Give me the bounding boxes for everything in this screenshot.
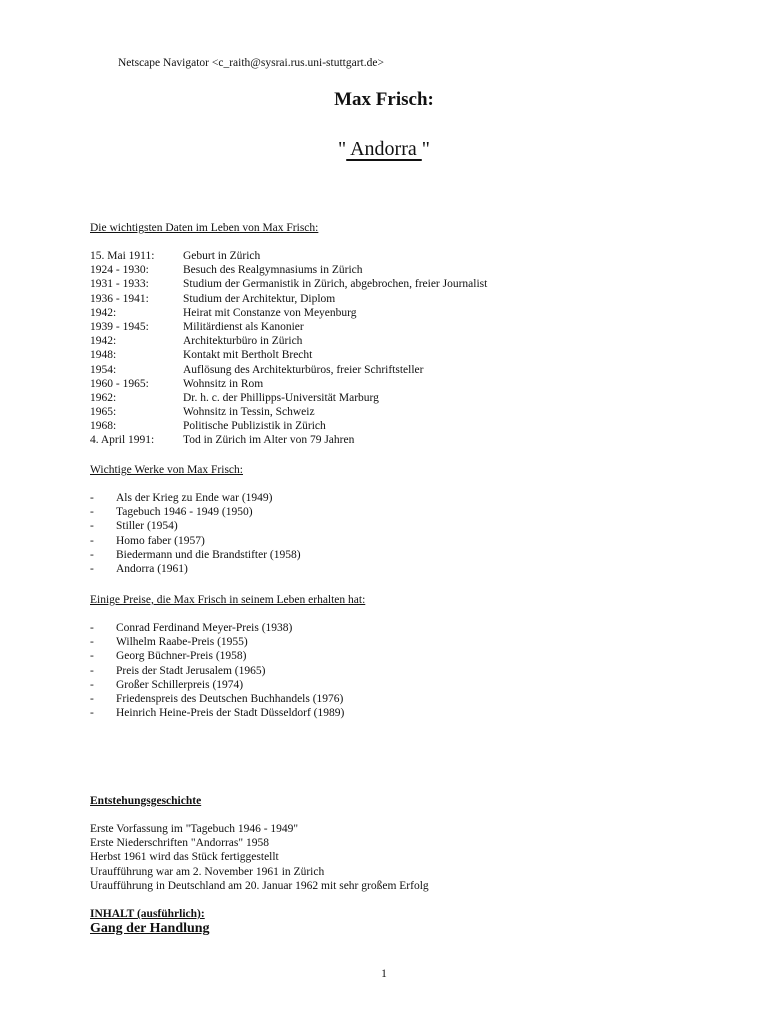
timeline-entry <box>90 419 487 433</box>
timeline-event: Politische Publizistik in Zürich <box>183 420 326 433</box>
list-bullet: - <box>90 707 94 720</box>
list-bullet: - <box>90 678 94 691</box>
work-item <box>90 534 301 548</box>
work-item <box>90 562 301 576</box>
page-number: 1 <box>381 968 387 980</box>
timeline-event: Dr. h. c. der Phillipps-Universität Marburg <box>183 391 379 404</box>
work-title-open-quote: " <box>338 138 347 160</box>
prize-item-text: Wilhelm Raabe-Preis (1955) <box>116 636 248 649</box>
prize-item <box>90 635 344 649</box>
timeline-date: 1936 - 1941: <box>90 292 149 305</box>
timeline-entry <box>90 249 487 263</box>
timeline-entry <box>90 377 487 391</box>
timeline-entry <box>90 277 487 291</box>
list-bullet: - <box>90 622 94 634</box>
prize-item-text: Preis der Stadt Jerusalem (1965) <box>116 664 266 677</box>
prize-item <box>90 706 344 720</box>
plot-subheading: Gang der Handlung <box>90 921 210 936</box>
timeline-date: 1954: <box>90 363 117 376</box>
list-bullet: - <box>90 650 94 663</box>
timeline-entry <box>90 292 487 306</box>
prize-item-text: Conrad Ferdinand Meyer-Preis (1938) <box>116 622 293 634</box>
list-bullet: - <box>90 664 94 677</box>
work-item-text: Als der Krieg zu Ende war (1949) <box>116 492 273 504</box>
prize-item-text: Heinrich Heine-Preis der Stadt Düsseldorf (1989) <box>116 707 345 720</box>
timeline-date: 1931 - 1933: <box>90 278 149 291</box>
list-bullet: - <box>90 520 94 533</box>
origin-section-heading: Entstehungsgeschichte <box>90 795 202 807</box>
timeline-date: 1948: <box>90 349 117 362</box>
list-bullet: - <box>90 562 94 575</box>
timeline-date: 1942: <box>90 306 117 319</box>
origin-line: Erste Niederschriften "Andorras" 1958 <box>90 837 269 850</box>
timeline-event: Geburt in Zürich <box>183 250 261 262</box>
timeline-date: 1924 - 1930: <box>90 264 149 277</box>
prize-item <box>90 621 344 635</box>
work-item-text: Homo faber (1957) <box>116 534 205 547</box>
timeline-event: Studium der Germanistik in Zürich, abgebrochen, freier Journalist <box>183 278 488 291</box>
timeline-entry <box>90 363 487 377</box>
life-section-heading: Die wichtigsten Daten im Leben von Max Frisch: <box>90 222 319 234</box>
prizes-list <box>90 621 344 720</box>
origin-lines <box>90 822 429 893</box>
work-item <box>90 505 301 519</box>
list-bullet: - <box>90 636 94 649</box>
works-section-heading: Wichtige Werke von Max Frisch: <box>90 464 243 476</box>
list-bullet: - <box>90 548 94 561</box>
timeline-event: Auflösung des Architekturbüros, freier Schriftsteller <box>183 363 424 376</box>
work-item-text: Andorra (1961) <box>116 562 188 575</box>
timeline-date: 1962: <box>90 391 117 404</box>
work-item <box>90 548 301 562</box>
timeline-event: Wohnsitz in Tessin, Schweiz <box>183 406 315 419</box>
timeline-entry <box>90 320 487 334</box>
timeline-date: 1965: <box>90 406 117 419</box>
timeline-date: 4. April 1991: <box>90 434 155 447</box>
work-title <box>0 136 768 162</box>
timeline-date: 1939 - 1945: <box>90 320 149 333</box>
prize-item <box>90 692 344 706</box>
origin-line: Uraufführung war am 2. November 1961 in Zürich <box>90 865 325 878</box>
timeline-event: Heirat mit Constanze von Meyenburg <box>183 306 357 319</box>
works-list <box>90 491 301 576</box>
list-bullet: - <box>90 506 94 519</box>
timeline-entry <box>90 433 487 447</box>
timeline-event: Tod in Zürich im Alter von 79 Jahren <box>183 434 355 447</box>
timeline-date: 1968: <box>90 420 117 433</box>
timeline-entry <box>90 405 487 419</box>
timeline-event: Architekturbüro in Zürich <box>183 335 303 348</box>
timeline-entry <box>90 348 487 362</box>
timeline-entry <box>90 391 487 405</box>
prize-item <box>90 664 344 678</box>
timeline-event: Studium der Architektur, Diplom <box>183 292 336 305</box>
timeline-event: Besuch des Realgymnasiums in Zürich <box>183 264 363 277</box>
timeline-event: Militärdienst als Kanonier <box>183 320 304 333</box>
work-title-text: Andorra <box>346 138 422 160</box>
origin-line: Herbst 1961 wird das Stück fertiggestellt <box>90 851 279 864</box>
work-item-text: Stiller (1954) <box>116 520 178 533</box>
prizes-section-heading: Einige Preise, die Max Frisch in seinem Leben erhalten hat: <box>90 594 366 606</box>
page-title: Max Frisch: <box>334 89 434 110</box>
timeline-date: 1960 - 1965: <box>90 377 149 390</box>
work-item-text: Tagebuch 1946 - 1949 (1950) <box>116 506 253 519</box>
content-section-heading: INHALT (ausführlich): <box>90 908 205 920</box>
prize-item-text: Friedenspreis des Deutschen Buchhandels (1976) <box>116 692 344 705</box>
work-item <box>90 491 301 505</box>
timeline-entry <box>90 334 487 348</box>
work-item-text: Biedermann und die Brandstifter (1958) <box>116 548 301 561</box>
prize-item-text: Georg Büchner-Preis (1958) <box>116 650 247 663</box>
timeline-event: Wohnsitz in Rom <box>183 377 264 390</box>
timeline-entry <box>90 306 487 320</box>
list-bullet: - <box>90 534 94 547</box>
timeline-entry <box>90 263 487 277</box>
timeline-date: 15. Mai 1911: <box>90 250 155 262</box>
list-bullet: - <box>90 692 94 705</box>
origin-line: Erste Vorfassung im "Tagebuch 1946 - 1949" <box>90 823 299 835</box>
work-item <box>90 519 301 533</box>
prize-item-text: Großer Schillerpreis (1974) <box>116 678 244 691</box>
prize-item <box>90 678 344 692</box>
life-timeline <box>90 249 487 448</box>
prize-item <box>90 649 344 663</box>
timeline-event: Kontakt mit Bertholt Brecht <box>183 349 313 362</box>
work-title-close-quote: " <box>421 138 430 160</box>
origin-line: Uraufführung in Deutschland am 20. Januar 1962 mit sehr großem Erfolg <box>90 879 429 892</box>
timeline-date: 1942: <box>90 335 117 348</box>
source-header: Netscape Navigator <c_raith@sysrai.rus.uni-stuttgart.de> <box>118 57 384 69</box>
list-bullet: - <box>90 492 94 504</box>
